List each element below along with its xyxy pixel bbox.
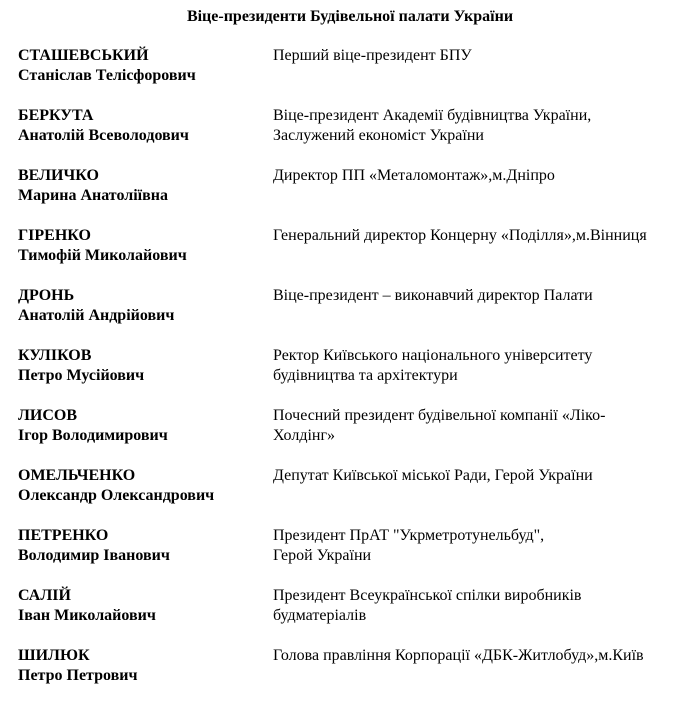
page-title: Віце-президенти Будівельної палати України	[186, 8, 514, 25]
position-line: Генеральний директор Концерну «Поділля»,м.Вінниця	[273, 227, 647, 244]
person-given-name: Володимир Іванович	[18, 547, 170, 564]
person-position	[273, 106, 698, 166]
person-position	[273, 346, 698, 406]
list-item	[18, 406, 698, 466]
position-line: Віце-президент Академії будівництва України,	[273, 107, 592, 124]
list-item	[18, 526, 698, 586]
list-item	[18, 166, 698, 226]
position-line: Герой України	[273, 547, 372, 564]
position-line: Почесний президент будівельної компанії «Ліко-	[273, 407, 606, 424]
list-item	[18, 586, 698, 646]
person-given-name: Марина Анатоліївна	[18, 187, 168, 204]
person-given-name: Станіслав Телісфорович	[18, 67, 196, 84]
person-surname: ДРОНЬ	[18, 287, 75, 304]
person-name	[18, 286, 273, 346]
person-position	[273, 466, 698, 526]
person-name	[18, 166, 273, 226]
position-line: Віце-президент – виконавчий директор Палати	[273, 287, 593, 304]
person-surname: ОМЕЛЬЧЕНКО	[18, 467, 136, 484]
person-surname: БЕРКУТА	[18, 107, 94, 124]
person-surname: ГІРЕНКО	[18, 227, 91, 244]
person-name	[18, 586, 273, 646]
position-line: Президент Всеукраїнської спілки виробників	[273, 587, 582, 604]
position-line: Депутат Київської міської Ради, Герой України	[273, 467, 593, 484]
person-name	[18, 46, 273, 106]
person-position	[273, 646, 698, 706]
person-name	[18, 526, 273, 586]
person-surname: КУЛІКОВ	[18, 347, 92, 364]
position-line: Заслужений економіст України	[273, 127, 484, 144]
person-name	[18, 346, 273, 406]
person-name	[18, 466, 273, 526]
position-line: Голова правління Корпорації «ДБК-Житлобуд»,м.Київ	[273, 647, 644, 664]
person-position	[273, 46, 698, 106]
position-line: будматеріалів	[273, 607, 367, 624]
person-position	[273, 526, 698, 586]
person-surname: ВЕЛИЧКО	[18, 167, 99, 184]
person-given-name: Іван Миколайович	[18, 607, 156, 624]
position-line: будівництва та архітектури	[273, 367, 458, 384]
person-given-name: Анатолій Всеволодович	[18, 127, 189, 144]
person-position	[273, 226, 698, 286]
person-given-name: Ігор Володимирович	[18, 427, 168, 444]
list-item	[18, 646, 698, 706]
person-name	[18, 226, 273, 286]
person-name	[18, 646, 273, 706]
person-position	[273, 406, 698, 466]
person-given-name: Петро Петрович	[18, 667, 138, 684]
person-surname: САЛІЙ	[18, 587, 71, 604]
position-line: Президент ПрАТ "Укрметротунельбуд",	[273, 527, 545, 544]
person-given-name: Анатолій Андрійович	[18, 307, 175, 324]
list-item	[18, 106, 698, 166]
person-position	[273, 166, 698, 226]
person-name	[18, 106, 273, 166]
person-surname: СТАШЕВСЬКИЙ	[18, 47, 149, 64]
person-given-name: Олександр Олександрович	[18, 487, 215, 504]
person-given-name: Петро Мусійович	[18, 367, 145, 384]
vice-president-list	[18, 46, 698, 706]
list-item	[18, 286, 698, 346]
list-item	[18, 226, 698, 286]
position-line: Перший віце-президент БПУ	[273, 47, 472, 64]
position-line: Ректор Київського національного університету	[273, 347, 593, 364]
person-position	[273, 586, 698, 646]
person-position	[273, 286, 698, 346]
person-name	[18, 406, 273, 466]
list-item	[18, 346, 698, 406]
person-given-name: Тимофій Миколайович	[18, 247, 187, 264]
person-surname: ШИЛЮК	[18, 647, 90, 664]
position-line: Директор ПП «Металомонтаж»,м.Дніпро	[273, 167, 555, 184]
position-line: Холдінг»	[273, 427, 336, 444]
list-item	[18, 466, 698, 526]
person-surname: ЛИСОВ	[18, 407, 78, 424]
list-item	[18, 46, 698, 106]
person-surname: ПЕТРЕНКО	[18, 527, 109, 544]
